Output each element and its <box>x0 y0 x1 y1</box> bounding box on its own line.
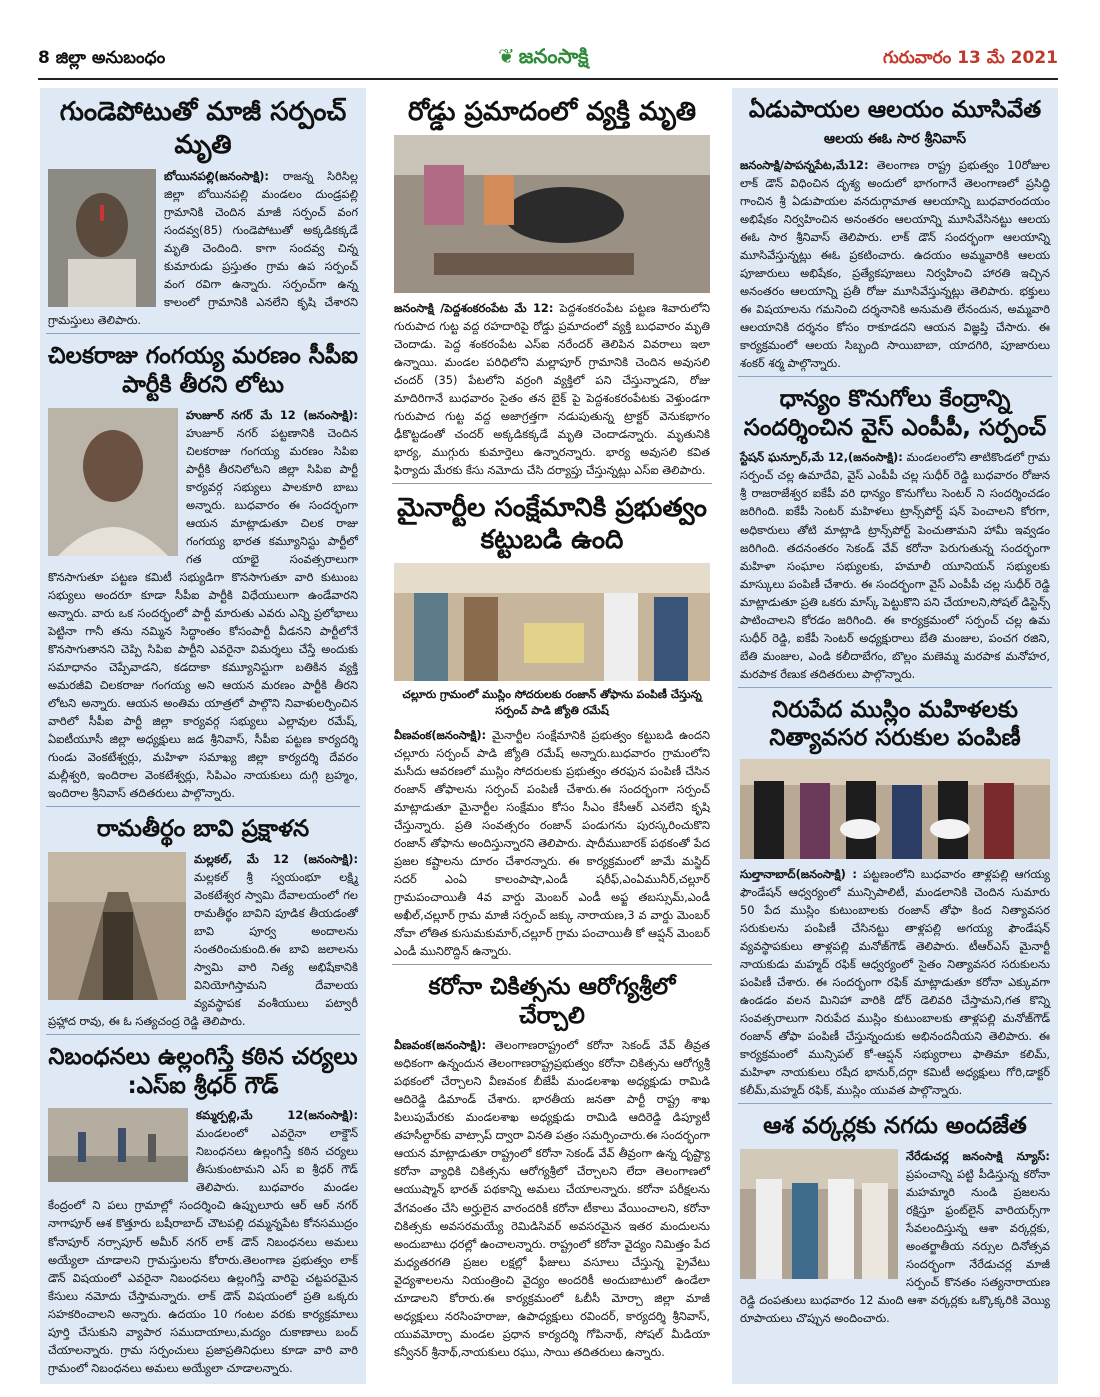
dateline: జనంసాక్షి /పెద్దశంకరంపేట మే 12: <box>394 300 554 315</box>
headline: రోడ్డు ప్రమాదంలో వ్యక్తి మృతి <box>407 97 697 127</box>
headline: మైనార్టీల సంక్షేమానికి ప్రభుత్వం కట్టుబడి ఉంది <box>397 492 707 556</box>
subheadline: ఆలయ ఈఓ సార శ్రీనివాస్ <box>823 130 967 147</box>
dateline: కమ్మర్పల్లి,మే 12(జనంసాక్షి): <box>196 1108 358 1123</box>
dateline: మల్లకల్, మే 12 (జనంసాక్షి): <box>194 851 358 866</box>
headline: నిరుపేద ముస్లిం మహిళలకు నిత్యావసర సరుకుల పంపిణీ <box>769 696 1021 752</box>
dateline: సుల్తానాబాద్(జనంసాక్షి) : <box>740 867 857 882</box>
asha-workers-photo <box>740 1149 898 1279</box>
headline: ధాన్యం కొనుగోలు కేంద్రాన్ని సందర్శించిన వైస్ ఎంపీపీ, సర్పంచ్ <box>743 385 1047 441</box>
women-group-photo <box>740 759 1050 859</box>
headline: కరోనా చికిత్సను ఆరోగ్యశ్రీలో చేర్చాలి <box>428 973 676 1029</box>
article-body <box>740 156 1050 372</box>
photo-caption: చల్లూరు గ్రామంలో ముస్లిం సోదరులకు రంజాన్ తోఫాను పంపిణీ చేస్తున్న సర్పంచ్ పాడి జ్యోతి రమేష్ <box>402 687 702 718</box>
distribution-photo <box>394 563 710 681</box>
article-minority-welfare <box>386 484 718 964</box>
article-text: తెలంగాణరాష్ట్రంలో కరోనా సెకండ్ వేవ్ తీవ్రత అధికంగా ఉన్నందున తెలంగాణరాష్ట్రప్రభుత్వం కరోనా చికిత్సను ఆరోగ్యశ్రీ పథకంలో చేర్చాలని వీణవంక బీజేపీ మండలశాఖ అధ్యక్షుడు రామిడి ఆదిరెడ్డి డిమాండ్ చేశారు. భారతీయ జనతా పార్టీ రాష్ట్ర శాఖ పిలుపుమేరకు మండలశాఖ అధ్యక్షుడు రామిడి ఆదిరెడ్డి డిప్యూటీ తహసీల్దార్‌కు వాట్సాప్ ద్వారా వినతి పత్రం సమర్పించారు.ఈ సందర్భంగా ఆయన మాట్లాడుతూ రాష్ట్రంలో కరోనా సెకండ్ వేవ్ తీవ్రంగా ఉన్న దృష్ట్యా కరోనా వ్యాధికి చికిత్సను ఆరోగ్యశ్రీలో చేర్చాలని లేదా తెలంగాణలో ఆయుష్మాన్ భారత్ పథకాన్ని అమలు చేయాలన్నారు. కరోనా పరీక్షలను వేగవంతం చేసి అర్హులైన వారందరికీ కరోనా టీకాలు వేయించాలని, కరోనా చికిత్సకు అవసరమయ్యే రెమిడిసివర్ అవసరమైన ఇతర మందులను అందుబాటు ధరల్లో ఉంచాలన్నారు. రాష్ట్రంలో కరోనా వైద్యం నిమిత్తం పేద మధ్యతరగతి ప్రజల లక్షల్లో ఫీజులు వసూలు చేస్తున్న ప్రైవేటు వైద్యశాలలను నియంత్రించి వైద్యం అందరికీ అందుబాటులో ఉండేలా చూడాలని కోరారు.ఈ కార్యక్రమంలో ఓబీసీ మోర్చా జిల్లా మాజీ అధ్యక్షులు నరసింహరాజు, ఉపాధ్యక్షులు రవిందర్, కార్యదర్శి శ్రీనివాస్, యువమోర్చా మండల ప్రధాన కార్యదర్శి గోపినాథ్, సోషల్ మీడియా కన్వీనర్ శ్రీనాథ్,నాయకులు రఘు, సాయి తదితరులు ఉన్నారు. <box>394 1038 710 1359</box>
article-body <box>740 865 1050 1099</box>
portrait-photo <box>48 408 178 556</box>
issue-date: గురువారం 13 మే 2021 <box>883 48 1058 68</box>
article-grain-centre <box>732 377 1058 687</box>
article-temple-closure <box>732 88 1058 376</box>
page-section-label: 8 జిల్లా అనుబంధం <box>38 48 166 68</box>
headline: రామతీర్థం బావి ప్రక్షాళన <box>96 815 310 842</box>
logo-text: జనంసాక్షి <box>518 44 589 68</box>
article-text: రాజన్న సిరిసిల్ల జిల్లా బోయినపల్లి మండలం దుండ్రపల్లి గ్రామానికి చెందిన మాజీ సర్పంచ్ వంగ సందవ్వ(85) గుండెపోటుతో అక్కడికక్కడే మృతి చెందింది. కాగా సందవ్వ చిన్న కుమారుడు ప్రస్తుతం గ్రామ ఉప సర్పంచ్ వంగ రవిగా ఉన్నారు. సర్పంచ్‌గా ఉన్న కాలంలో గ్రామానికి ఎనలేని కృషి చేశారని గ్రామస్తులు తెలిపారు. <box>48 169 358 328</box>
dateline: స్టేషన్ ఘన్పూర్,మే 12,(జనంసాక్షి): <box>740 450 903 465</box>
dateline: జనంసాక్షి/పాపన్నపేట,మే12: <box>740 157 869 172</box>
article-muslim-women <box>732 688 1058 1104</box>
article-asha-workers <box>732 1104 1058 1331</box>
column-left <box>40 88 366 1384</box>
article-text: మండలంలో ఎవరైనా లాక్డౌన్ నిబంధనలు ఉల్లంగిస్తే కఠిన చర్యలు తీసుకుంటామని ఎస్ ఐ శ్రీధర్ గౌడ్ తెలిపారు. బుధవారం మండల కేంద్రంలో ని పలు గ్రామాల్లో సందర్శించి ఉప్పులూరు ఆర్ ఆర్ నగర్ నాగాపూర్ ఆశ కొత్తూరు బషీరాబాద్ చౌటపల్లి దమ్మన్నపేట కోనసముద్రం కోనాపూర్ నర్సాపూర్ అమీర్ నగర్ లాక్ డౌన్ నిబంధనలు అమలు అయ్యేలా చూడాలని గ్రామస్తులను కోరారు.తెలంగాణ ప్రభుత్వం లాక్ డౌన్ విషయంలో ఎవరైనా నిబంధనలు ఉల్లంగిస్తే వారిపై చట్టపరమైన కేసులు నమోదు చేస్తామన్నారు. లాక్ డౌన్ విషయంలో ప్రతి ఒక్కరు సహకరించాలని అన్నారు. ఉదయం 10 గంటల వరకు కార్యక్రమాలు పూర్తి చేసుకుని వ్యాపార సముదాయాలు,మద్యం దుకాణాలు బంద్ చేయాలన్నారు. గ్రామ సర్పంచులు ప్రజాప్రతినిధులు కూడా వారి వారి గ్రామంలో నిబంధనలు అమలు అయ్యేలా చూడాలన్నారు. <box>48 1126 358 1375</box>
headline: ఏడుపాయల ఆలయం మూసివేత <box>748 97 1042 123</box>
newspaper-logo <box>498 44 589 73</box>
article-text: పెద్దశంకరంపేట పట్టణ శివారులోని గురుపాద గుట్ట వద్ద రహదారిపై రోడ్డు ప్రమాదంలో వ్యక్తి బుధవారం మృతి చెందాడు. పెద్ద శంకరంపేట ఎస్ఐ నరేందర్ తెలిపిన వివరాలు ఇలా ఉన్నాయి. మండల పరిధిలోని మల్లాపూర్ గ్రామానికి చెందిన అవుసలి చందర్ (35) పేటలోని వర్రంగి వ్యక్తిలో పని చేస్తున్నాడని, రోజు మాదిరిగానే బుధవారం సైతం తన బైక్ పై పెద్దశంకరంపేటకు వెళ్తుండగా గురుపాద గుట్ట వద్ద అజాగ్రత్తగా నడుపుతున్న ట్రాక్టర్ వెనుకభాగం ఢీకొట్టడంతో చందర్ అక్కడికక్కడే మృతి చెందాడన్నారు. మృతునికి భార్య, ముగ్గురు కుమార్తెలు ఉన్నారన్నారు. భార్య అవుసలి కవిత ఫిర్యాదు మేరకు కేసు నమోదు చేసి దర్యాప్తు చేస్తున్నట్లు ఎస్ఐ తెలిపారు. <box>394 300 710 477</box>
dateline: వీణవంక(జనంసాక్షి): <box>394 727 487 742</box>
accident-photo <box>394 135 710 293</box>
article-text: మైనార్టీల సంక్షేమానికి ప్రభుత్వం కట్టుబడి ఉందని చల్లూరు సర్పంచ్ పాడి జ్యోతి రమేష్ అన్నారు.బుధవారం గ్రామంలోని మసీదు ఆవరణలో ముస్లిం సోదరులకు ప్రభుత్వం తరఫున పంపిణీ చేసిన రంజాన్ తోఫాలను సర్పంచ్ పంపిణీ చేశారు.ఈ సందర్భంగా సర్పంచ్ మాట్లాడుతూ మైనార్టీల సంక్షేమం కోసం సీఎం కేసీఆర్ ఎనలేని కృషి చేస్తున్నారు. ప్రతి సంవత్సరం రంజాన్ పండుగను పురస్కరించుకొని రంజాన్ తోఫాను అందిస్తున్నారని తెలిపారు. షాదీముబారక్ పథకంతో పేద ప్రజల కష్టాలను దూరం చేశారన్నారు. ఈ కార్యక్రమంలో జామే మస్జిద్ సదర్ ఎంఏ కాలంపాషా,ఎండీ షరీఫ్,ఎంఏమునీర్,చల్లూర్ గ్రామపంచాయితీ 4వ వార్డు మెంబర్ ఎండీ అఫ్జ తబస్సుమ్,ఎండీ అఖీల్,చల్లూర్ గ్రామ మాజీ సర్పంచ్ జక్కు నారాయణ,3 వ వార్డు మెంబర్ నోవా లోతిత కుసుమకుమార్,చల్లూర్ గ్రామ పంచాయితీ కో ఆప్షన్ మెంబర్ ఎండీ మునిరొద్దిన్ ఉన్నారు. <box>394 727 710 958</box>
dateline: నేరేడుచర్ల జనంసాక్షి న్యూస్: <box>906 1149 1050 1164</box>
column-right <box>732 88 1058 1384</box>
article-body <box>740 448 1050 682</box>
headline: ఆశ వర్కర్లకు నగదు అందజేత <box>763 1113 1027 1140</box>
well-photo <box>48 852 186 1000</box>
leaf-icon: ❦ <box>498 44 515 68</box>
article-body <box>394 299 710 479</box>
article-text: ప్రపంచాన్ని పట్టి పీడిస్తున్న కరోనా మహమ్మారి నుండి ప్రజలను రక్షిస్తూ ఫ్రంట్‌లైన్ వారియర్స్‌గా సేవలందిస్తున్న ఆశా వర్కర్లకు, అంతర్జాతీయ నర్సుల దినోత్సవ సందర్భంగా నేరేడుచర్ల మాజీ సర్పంచ్ కొనతం సత్యనారాయణ రెడ్డి దంపతులు బుధవారం 12 మంది ఆశా వర్కర్లకు ఒక్కొక్కరికి వెయ్యి రూపాయలు చొప్పున అందించారు. <box>740 1167 1050 1326</box>
article-body <box>394 726 710 960</box>
article-road-accident <box>386 88 718 483</box>
article-text: హుజూర్ నగర్ పట్టణానికి చెందిన చిలకరాజు గంగయ్య మరణం సిపిఐ పార్టీకి తీరనిలోటని జిల్లా సిపిఐ పార్టీ కార్యవర్గ సభ్యులు పాలకూరి బాబు అన్నారు. బుధవారం ఈ సందర్భంగా ఆయన మాట్లాడుతూ చిలక రాజు గంగయ్య భారత కమ్యూనిస్టు పార్టీలో గత యాభై సంవత్సరాలుగా కొనసాగుతూ పట్టణ కమిటీ సభ్యుడిగా కొనసాగుతూ వారి కుటుంబ సభ్యులు అందరూ కూడా సీపీఐ పార్టీకి విధేయులుగా ఉండేవారని అన్నారు. వారు ఒక సందర్భంలో పార్టీ మారుతు ఎవరు ఎన్ని ప్రలోభాలు పెట్టినా గానీ తను నమ్మిన సిద్ధాంతం కోసంపార్టీ వీడనని పార్టీలోనే కొనసాగుతానని చెప్పి సిపిఐ పార్టీని ఎవరైనా విమర్శలు చేస్తే అందుకు సమాధానం చెప్పేవాడని, కడదాకా కమ్యూనిస్టుగా బతికిన వ్యక్తి అమరజీవి చిలకరాజు గంగయ్య అని ఆయన మరణం పార్టీకి తీరని లోటని అన్నారు. ఆయన అంతిమ యాత్రలో పాల్గొని నివాళులర్పించిన వారిలో సీపీఐ పార్టీ జిల్లా కార్యవర్గ సభ్యులు ఎల్లావుల రమేష్, ఏఐటీయూసీ జిల్లా అధ్యక్షులు జడ శ్రీనివాస్, సీపీఐ పట్టణ కార్యదర్శి గుండు వెంకటేశ్వర్లు, మహిళా సమాఖ్య జిల్లా కార్యదర్శి దేవరం మల్లీశ్వరి, ఇందిరాల వెంకటేశ్వర్లు, సిపిఎం నాయకులు దుగ్గి బ్రహ్మం, ఇందిరాల శ్రీనివాస్ తదితరులు పాల్గొన్నారు. <box>48 425 358 800</box>
article-ramatirtham <box>40 807 366 1034</box>
dateline: హుజూర్ నగర్ మే 12 (జనంసాక్షి): <box>186 407 358 422</box>
dateline: బోయినపల్లి(జనంసాక్షి): <box>164 169 269 183</box>
masthead <box>38 44 1058 80</box>
article-text: మల్లకల్ శ్రీ స్వయంభూ లక్ష్మి వెంకటేశ్వర స్వామి దేవాలయంలో గల రామతీర్థం బావిని పూడిక తీయడంతో బావి పూర్వ అందాలను సంతరించుకుంది.ఈ బావి జలాలను స్వామి వారి నిత్య అభిషేకానికి వినియోగిస్తామని దేవాలయ వ్యవస్థాపక వంశీయులు పట్వారీ ప్రహ్లాద రావు, ఈ ఓ సత్యచంద్ర రెడ్డి తెలిపారు. <box>48 869 358 1028</box>
article-lockdown-si <box>40 1035 366 1381</box>
article-corona-arogyasri <box>386 965 718 1365</box>
article-text: పట్టణంలోని బుధవారం తాళ్లపల్లి ఆగయ్య ఫౌండేషన్ ఆధ్వర్యంలో మున్సిపాలిటీ, మండలానికి చెందిన సుమారు 50 పేద ముస్లిం కుటుంబాలకు రంజాన్ తోఫా కింద నిత్యావసర సరుకులను పంపిణీ చేసినట్టు తాళ్లపల్లి అగయ్య ఫౌండేషన్ వ్యవస్థాపకులు తాళ్లపల్లి మనోజ్‌గౌడ్ తెలిపారు. టీఆర్ఎస్ మైనార్టీ నాయకుడు మహ్మద్ రఫిక్ ఆధ్వర్యంలో సైతం నిత్యావసర సరుకులను పంపిణీ చేశారు. ఈ సందర్భంగా రఫిక్ మాట్లాడుతూ కరోనా ఎక్కువగా ఉండడం వలన మినిహా వారికి డోర్ డెలివరి చేస్తామని,గత కొన్ని సంవత్సరాలుగా నిరుపేద ముస్లిం కుటుంబాలకు తాళ్లపల్లి మనోజ్‌గౌడ్ రంజాన్ తోఫా పంపిణీ చేస్తున్నందుకు అభినందనీయని తెలిపారు. ఈ కార్యక్రమంలో మున్సిపల్ కో-ఆప్షన్ సభ్యురాలు ఫాతిమా కలిమ్, మహిళా నాయకులు రషీద భానుర్,దర్గా కమిటీ అధ్యక్షులు గోరి,డాక్టర్ కలీమ్,మహ్మద్ రఫిక్, ముస్లిం యువత పాల్గొన్నారు. <box>740 867 1050 1098</box>
dateline: వీణవంక(జనంసాక్షి): <box>394 1038 487 1053</box>
article-gangaiah <box>40 334 366 806</box>
police-photo <box>48 1108 188 1182</box>
column-center <box>386 88 718 1384</box>
headline: నిబంధనలు ఉల్లంగిస్తే కఠిన చర్యలు :ఎస్ఐ శ్రీధర్ గౌడ్ <box>48 1043 358 1099</box>
headline: గుండెపోటుతో మాజీ సర్పంచ్ మృతి <box>59 97 347 160</box>
article-text: మండలంలోని తాటికొండలో గ్రామ సర్పంచ్ చల్ల ఉమాదేవి, వైస్ ఎంపీపీ చల్ల సుధీర్ రెడ్డి బుధవారం రోజున శ్రీ రాజరాజేశ్వర ఐకేపీ వరి ధాన్యం కొనుగోలు సెంటర్ ని సందర్శించడం జరిగింది. ఐకేపీ సెంటర్ మహిళలు ట్రాన్స్‌పోర్ట్ షన్ పెంచాలని కోరగా, అధికారులు తోటి మాట్లాడి ట్రాన్స్‌పోర్ట్ పెంచుతామని హామీ ఇవ్వడం జరిగింది. తదనంతరం సెకండ్ వేవ్ కరోనా పెరుగుతున్న సందర్భంగా మహిళా సంఘాల సభ్యులకు, హమాలీ యూనియన్ సభ్యులకు మాస్కులు పంపిణీ చేశారు. ఈ సందర్భంగా వైస్ ఎంపీపీ చల్ల సుధీర్ రెడ్డి మాట్లాడుతూ ప్రతి ఒకరు మాస్క్ పెట్టుకొని పని చేయాలని,సోషల్ డిస్టెన్స్ పాటించాలని కోరడం జరిగింది. ఈ కార్యక్రమంలో సర్పంచ్ చల్ల ఉమ సుధీర్ రెడ్డి, ఐకేపీ సెంటర్ అధ్యక్షురాలు బేతి మంజుల, పంచగ రజిని, బేతి మంజుల, ఎండి కలీదాబేగం, బొల్లం మణెమ్మ మరపాక మనోహర, మరపాక రేణుక తదితరులు పాల్గొన్నారు. <box>740 450 1050 681</box>
article-text: తెలంగాణ రాష్ట్ర ప్రభుత్వం 10రోజుల లాక్ డౌన్ విధించిన దృశ్య అందులో భాగంగానే తెలంగాణలో ప్రసిద్ధి గాంచిన శ్రీ ఏడుపాయల వనదుర్గామాత ఆలయాన్ని బుధవారందయం అభిషేకం నిర్వహించిన అనంతరం ఆలయాన్ని మూసివేసినట్టు ఆలయ ఈఓ సార శ్రీనివాస్ తెలిపారు. లాక్ డౌన్ సందర్భంగా ఆలయాన్ని మూసివేస్తున్నట్లు ఈఓ ప్రకటించారు. ఉదయం అమ్మవారికి ఆలయ పూజారులు అభిషేకం, ప్రత్యేకపూజలు నిర్వహించి హారతి ఇచ్చిన అనంతరం ఆలయాన్ని ప్రతీ రోజు మూసివేస్తున్నట్లు తెలిపారు. భక్తులు ఈ విషయాలను గమనించి దర్శనానికి అనుమతి లేనందున, అమ్మవారి ఆలయానికి దర్శనం కోసం రాకూడదని ఆయన విజ్ఞప్తి చేసారు. ఈ కార్యక్రమంలో ఆలయ సిబ్బంది సాయిబాబా, యాదగిరి, పూజారులు శంకర్ శర్మ పాల్గొన్నారు. <box>740 157 1050 370</box>
article-body <box>394 1036 710 1360</box>
headline: చిలకరాజు గంగయ్య మరణం సీపీఐ పార్టీకి తీరని లోటు <box>48 343 358 398</box>
portrait-photo <box>48 169 156 307</box>
article-sarpanch-death <box>40 88 366 333</box>
